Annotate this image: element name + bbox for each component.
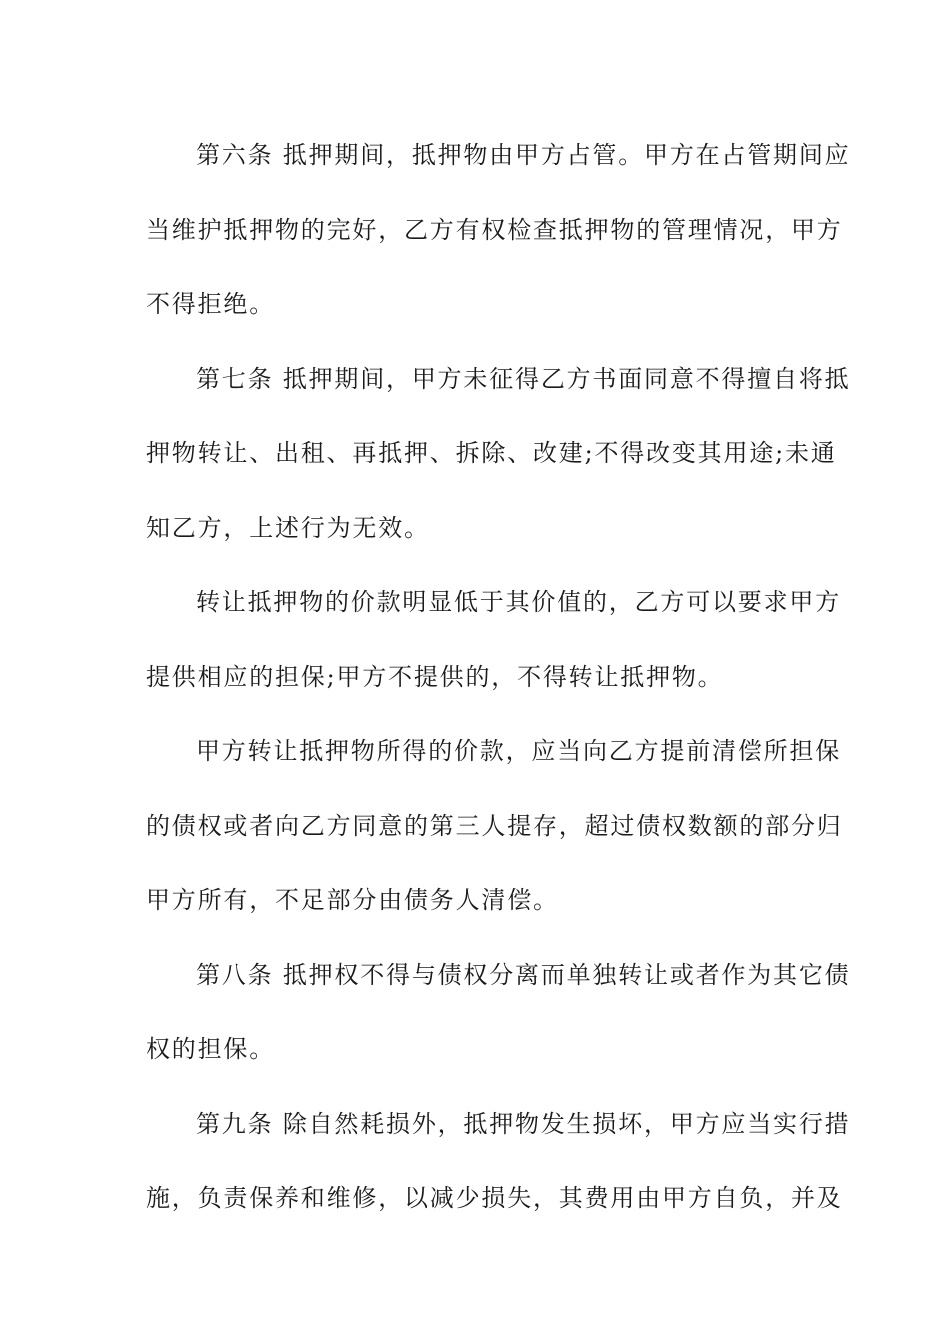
paragraph-article-8 xyxy=(146,938,851,1087)
text-line: 第八条 抵押权不得与债权分离而单独转让或者作为其它债 xyxy=(196,960,851,989)
text-line: 施，负责保养和维修，以减少损失，其费用由甲方自负，并及 xyxy=(146,1184,843,1212)
text-line: 不得拒绝。 xyxy=(146,290,275,318)
text-line: 押物转让、出租、再抵押、拆除、改建;不得改变其用途;未通 xyxy=(146,439,837,467)
paragraph-article-6 xyxy=(146,118,851,342)
text-line: 转让抵押物的价款明显低于其价值的，乙方可以要求甲方 xyxy=(196,588,841,616)
text-line: 第九条 除自然耗损外，抵押物发生损坏，甲方应当实行措 xyxy=(196,1109,851,1138)
text-line: 甲方转让抵押物所得的价款，应当向乙方提前清偿所担保 xyxy=(196,737,841,765)
text-line: 知乙方，上述行为无效。 xyxy=(146,513,430,542)
text-line: 权的担保。 xyxy=(146,1035,275,1063)
text-line: 第七条 抵押期间，甲方未征得乙方书面同意不得擅自将抵 xyxy=(196,364,851,393)
text-line: 的债权或者向乙方同意的第三人提存，超过债权数额的部分归 xyxy=(146,811,843,840)
text-line: 甲方所有，不足部分由债务人清偿。 xyxy=(146,886,559,914)
document-body xyxy=(146,118,851,1236)
text-line: 提供相应的担保;甲方不提供的，不得转让抵押物。 xyxy=(146,662,724,691)
paragraph-transfer-proceeds xyxy=(146,714,843,938)
text-line: 当维护抵押物的完好，乙方有权检查抵押物的管理情况，甲方 xyxy=(146,215,843,244)
text-line: 第六条 抵押期间，抵押物由甲方占管。甲方在占管期间应 xyxy=(196,141,851,169)
paragraph-transfer-price xyxy=(146,565,841,714)
paragraph-article-7 xyxy=(146,342,851,566)
paragraph-article-9 xyxy=(146,1087,851,1236)
